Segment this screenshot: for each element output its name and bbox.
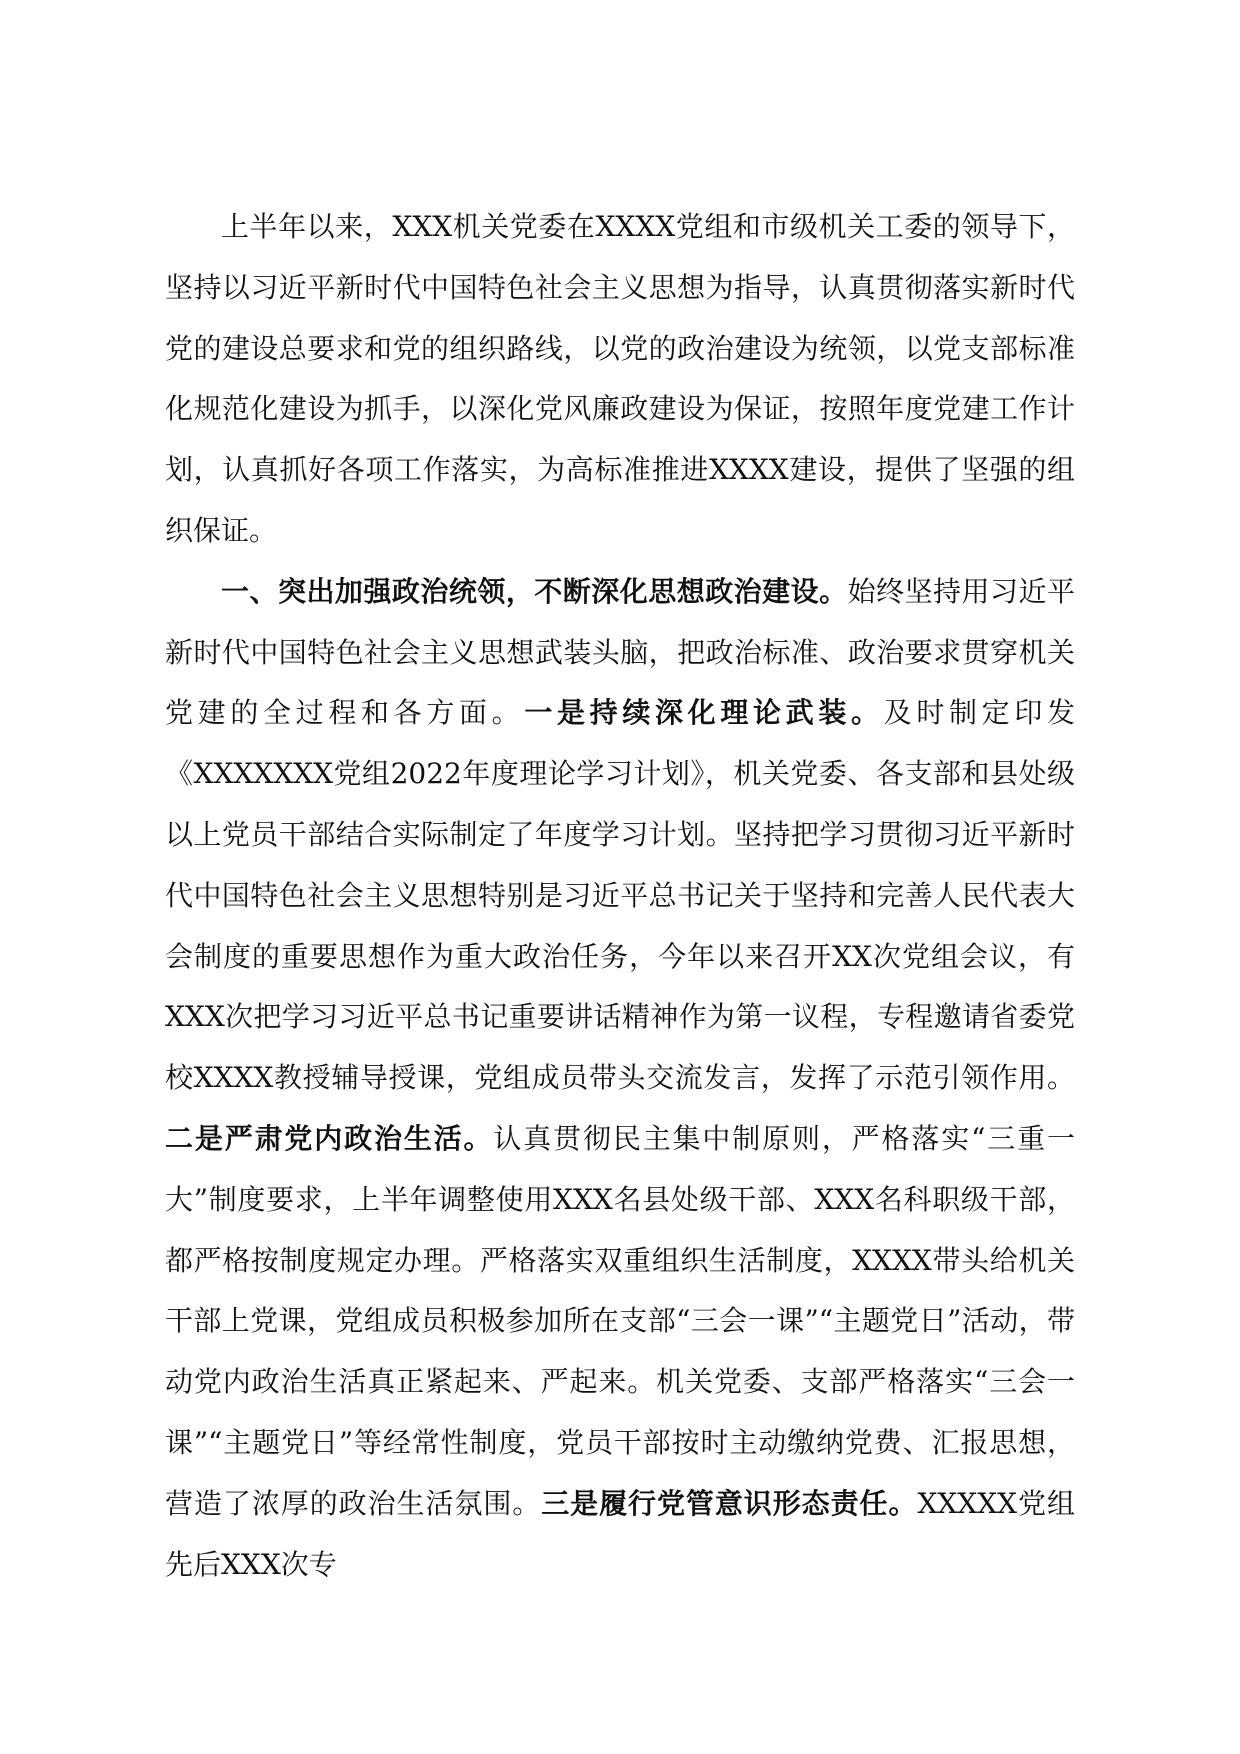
point-3-text: XXXXX党组先后XXX次专 <box>165 1486 1075 1581</box>
intro-paragraph <box>165 197 1075 562</box>
point-2-title: 二是严肃党内政治生活。 <box>165 1121 494 1155</box>
point-2-text: 认真贯彻民主集中制原则，严格落实“三重一大”制度要求，上半年调整使用XXX名县处级干部、XXX名科职级干部，都严格按制度规定办理。严格落实双重组织生活制度，XXXX带头给机关干部上党课，党组成员积极参加所在支部“三会一课”“主题党日”活动，带动党内政治生活真正紧起来、严起来。机关党委、支部严格落实“三会一课”“主题党日”等经常性制度，党员干部按时主动缴纳党费、汇报思想，营造了浓厚的政治生活氛围。 <box>165 1121 1075 1520</box>
point-1-title: 一是持续深化理论武装。 <box>524 696 884 730</box>
point-1-text: 及时制定印发《XXXXXXX党组2022年度理论学习计划》，机关党委、各支部和县处级以上党员干部结合实际制定了年度学习计划。坚持把学习贯彻习近平新时代中国特色社会主义思想特别是习近平总书记关于坚持和完善人民代表大会制度的重要思想作为重大政治任务，今年以来召开XX次党组会议，有XXX次把学习习近平总书记重要讲话精神作为第一议程，专程邀请省委党校XXXX教授辅导授课，党组成员带头交流发言，发挥了示范引领作用。 <box>165 696 1075 1095</box>
section-1-heading: 一、突出加强政治统领，不断深化思想政治建设。 <box>221 574 848 608</box>
section-1-lead: 始终坚持用习近平新时代中国特色社会主义思想武装头脑，把政治标准、政治要求贯穿机关党建的全过程和各方面。 <box>165 574 1075 730</box>
point-3-title: 三是履行党管意识形态责任。 <box>541 1486 918 1520</box>
document-body <box>165 197 1075 1595</box>
section-1-paragraph <box>165 562 1075 1596</box>
intro-text: 上半年以来，XXX机关党委在XXXX党组和市级机关工委的领导下，坚持以习近平新时代中国特色社会主义思想为指导，认真贯彻落实新时代党的建设总要求和党的组织路线，以党的政治建设为统领，以党支部标准化规范化建设为抓手，以深化党风廉政建设为保证，按照年度党建工作计划，认真抓好各项工作落实，为高标准推进XXXX建设，提供了坚强的组织保证。 <box>165 210 1075 547</box>
